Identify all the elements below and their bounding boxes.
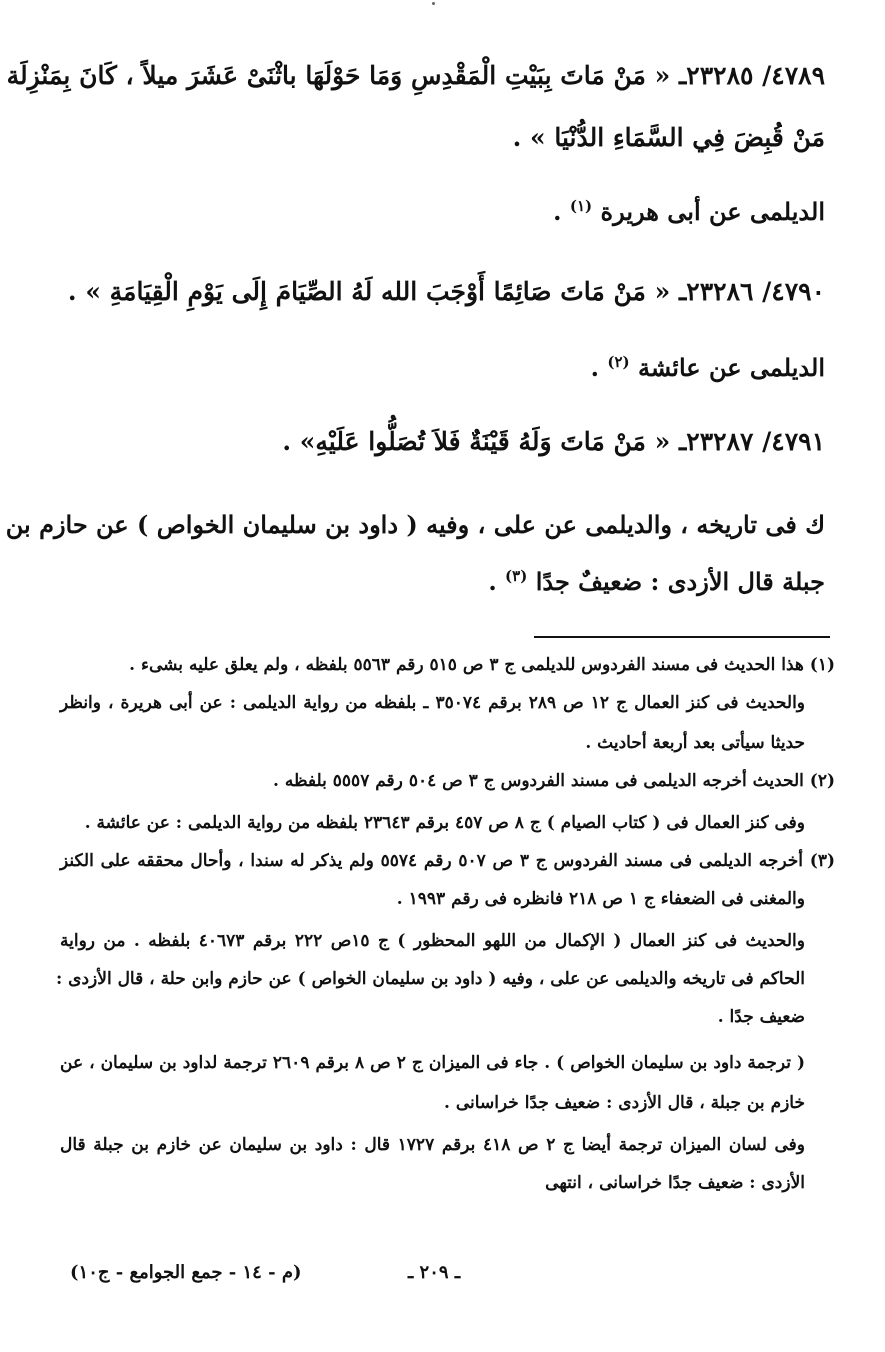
hadith-4791-line1 [60, 428, 825, 456]
hadith-number: ٤٧٩١/ ٢٣٢٨٧ـ [678, 427, 825, 456]
footnote-3-line8: وفى لسان الميزان ترجمة أيضا ج ٢ ص ٤١٨ برقم ١٧٢٧ قال : داود بن سليمان عن خازم بن جبلة قال [60, 1135, 806, 1155]
signature-mark: (م - ١٤ - جمع الجوامع - ج١٠) [70, 1262, 302, 1283]
footnote-1-line1: (١) هذا الحديث فى مسند الفردوس للديلمى ج ٣ ص ٥١٥ رقم ٥٥٦٣ بلفظه ، ولم يعلق عليه بشىء . [129, 655, 835, 675]
footnote-separator [534, 636, 830, 638]
speck-mark [432, 2, 435, 5]
hadith-4790-line1 [60, 278, 825, 306]
closing-line1: ك فى تاريخه ، والديلمى عن على ، وفيه ( داود بن سليمان الخواص ) عن حازم بن [5, 510, 825, 539]
hadith-text: « مَنْ مَاتَ صَائِمًا أَوْجَبَ الله لَهُ الصِّيَامَ إِلَى يَوْمِ الْقِيَامَةِ » . [67, 277, 671, 306]
footnote-3-line6: ( ترجمة داود بن سليمان الخواص ) . جاء فى الميزان ج ٢ ص ٨ برقم ٢٦٠٩ ترجمة لداود بن سليمان ، عن [60, 1053, 806, 1073]
closing-line2: جبلة قال الأزدى : ضعيفٌ جدًا $^{(٣)}$ . [488, 567, 825, 596]
footnote-ref-2[interactable]: (٢) [607, 353, 630, 371]
hadith-4789-source: الديلمى عن أبى هريرة $^{(١)}$ . [553, 197, 825, 226]
source-text: الديلمى عن عائشة [638, 353, 825, 382]
footnote-2-line1: (٢) الحديث أخرجه الديلمى فى مسند الفردوس ج ٣ ص ٥٠٤ رقم ٥٥٥٧ بلفظه . [273, 771, 835, 791]
footnote-ref-1[interactable]: (١) [569, 197, 593, 215]
hadith-number: ٤٧٩٠/ ٢٣٢٨٦ـ [678, 277, 825, 306]
footnote-3-line9: الأزدى : ضعيف جدًا خراسانى ، انتهى [545, 1173, 805, 1193]
footnote-1-line3: حديثا سيأتى بعد أربعة أحاديث . [585, 733, 805, 753]
page-number: ـ ٢٠٩ ـ [408, 1262, 461, 1283]
hadith-4790-source: الديلمى عن عائشة $^{(٢)}$ . [590, 353, 825, 382]
footnote-3-line1: (٣) أخرجه الديلمى فى مسند الفردوس ج ٣ ص ٥٠٧ رقم ٥٥٧٤ ولم يذكر له سندا ، وأحال محققه على الكنز [60, 851, 835, 871]
footnote-ref-3[interactable]: (٣) [505, 567, 528, 585]
hadith-number: ٤٧٨٩/ ٢٣٢٨٥ـ [678, 61, 825, 90]
footnote-3-line5: ضعيف جدًا . [717, 1007, 805, 1027]
footnote-1-line2: والحديث فى كنز العمال ج ١٢ ص ٢٨٩ برقم ٣٥٠٧٤ ـ بلفظه من رواية الديلمى : عن أبى هريرة ، وانظر [60, 693, 805, 713]
source-text: الديلمى عن أبى هريرة [600, 197, 825, 226]
hadith-4789-line1 [6, 61, 825, 90]
hadith-text: « مَنْ مَاتَ بِبَيْتِ الْمَقْدِسِ وَمَا حَوْلَهَا باثْنَىْ عَشَرَ ميلاً ، كَانَ بِمَنْزِلَة [6, 61, 671, 90]
hadith-text: « مَنْ مَاتَ وَلَهُ قَيْنَةٌ فَلاَ تُصَلُّوا عَلَيْهِ» . [282, 427, 671, 456]
footnote-2-line2: وفى كنز العمال فى ( كتاب الصيام ) ج ٨ ص ٤٥٧ برقم ٢٣٦٤٣ بلفظه من رواية الديلمى : عن عائشة . [84, 813, 805, 833]
footnote-3-line2: والمغنى فى الضعفاء ج ١ ص ٢١٨ فانظره فى رقم ١٩٩٣ . [396, 889, 805, 909]
closing-text: جبلة قال الأزدى : ضعيفٌ جدًا [535, 567, 825, 596]
hadith-4789-line2: مَنْ قُبِضَ فِي السَّمَاءِ الدُّنْيَا » . [512, 123, 825, 152]
footnote-3-line7: خازم بن جبلة ، قال الأزدى : ضعيف جدًا خراسانى . [444, 1093, 805, 1113]
footnote-3-line4: الحاكم فى تاريخه والديلمى عن على ، وفيه ( داود بن سليمان الخواص ) عن حازم وابن حلة ، قال الأزدى : [55, 969, 805, 989]
footnote-3-line3: والحديث فى كنز العمال ( الإكمال من اللهو المحظور ) ج ١٥ص ٢٢٢ برقم ٤٠٦٧٣ بلفظه . من رواية [60, 931, 805, 951]
